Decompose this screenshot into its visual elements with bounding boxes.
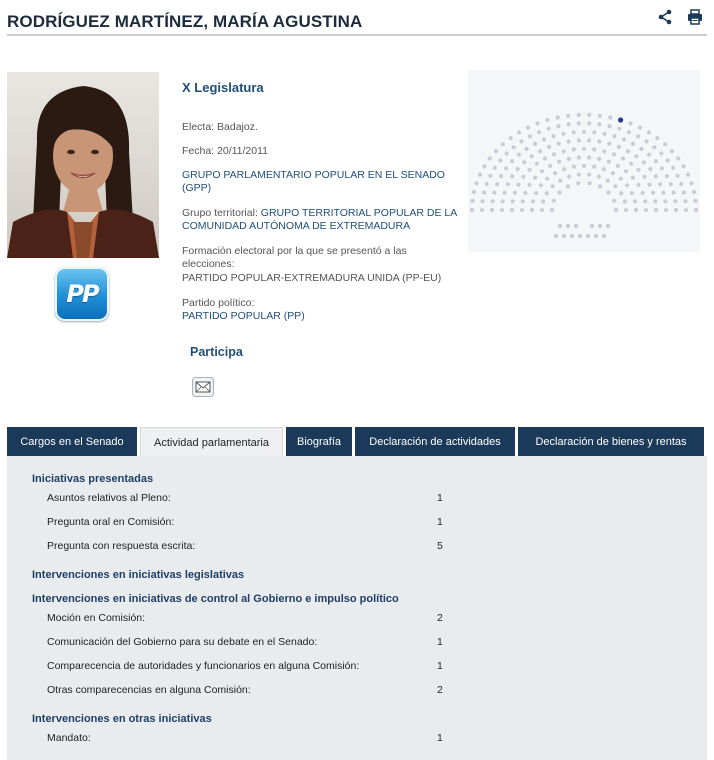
legislature-title: X Legislatura (182, 80, 264, 95)
electa-text: Electa: Badajoz. (182, 121, 258, 133)
seat-dot (627, 130, 631, 134)
seat-dot (525, 147, 529, 151)
tab-actividad[interactable]: Actividad parlamentaria (140, 427, 283, 457)
seat-dot (621, 156, 625, 160)
seat-dot (545, 191, 549, 195)
seat-dot (552, 199, 556, 203)
seat-dot (590, 224, 594, 228)
seat-dot (671, 166, 675, 170)
seat-dot (694, 208, 698, 212)
hemicycle-svg (468, 70, 700, 252)
seat-dot (652, 145, 656, 149)
seat-dot (582, 147, 586, 151)
seat-dot (516, 183, 520, 187)
page-title: RODRÍGUEZ MARTÍNEZ, MARÍA AGUSTINA (7, 12, 363, 31)
seat-dot (608, 124, 612, 128)
seat-dot (626, 149, 630, 153)
seat-dot (537, 130, 541, 134)
grupo-territorial (182, 207, 457, 233)
seat-dot (641, 191, 645, 195)
seat-dot (679, 182, 683, 186)
seat-dot (520, 139, 524, 143)
seat-dot (644, 139, 648, 143)
seat-dot (530, 154, 534, 158)
row-value[interactable]: 2 (437, 684, 443, 696)
section-iniciativas: Iniciativas presentadas (32, 473, 154, 485)
seat-dot (666, 158, 670, 162)
seat-dot (504, 166, 508, 170)
seat-dot (567, 175, 571, 179)
seat-dot (494, 149, 498, 153)
seat-dot (543, 156, 547, 160)
seat-dot (528, 134, 532, 138)
seat-dot (622, 137, 626, 141)
seat-dot (553, 171, 557, 175)
seat-dot (503, 191, 507, 195)
seat-dot (562, 234, 566, 238)
activity-panel (7, 456, 707, 760)
seat-dot (634, 154, 638, 158)
seat-dot (556, 124, 560, 128)
grupo-territorial-label: Grupo territorial: (182, 207, 261, 219)
seat-dot (686, 173, 690, 177)
seat-dot (540, 208, 544, 212)
seat-dot (661, 191, 665, 195)
seat-dot (663, 199, 667, 203)
seat-dot (521, 175, 525, 179)
seat-dot (566, 184, 570, 188)
seat-dot (470, 208, 474, 212)
seat-dot (506, 182, 510, 186)
seat-dot (493, 166, 497, 170)
row-label: Comparecencia de autoridades y funcionarios en alguna Comisión: (47, 660, 360, 672)
seat-dot (674, 208, 678, 212)
seat-dot (597, 139, 601, 143)
page-header (7, 0, 707, 36)
row-label: Comunicación del Gobierno para su debate en el Senado: (47, 636, 318, 648)
seat-dot (592, 130, 596, 134)
seat-dot (472, 190, 476, 194)
participa-title: Participa (190, 345, 243, 359)
seat-dot (495, 182, 499, 186)
seat-dot (488, 156, 492, 160)
seat-dot (470, 199, 474, 203)
seat-dot (551, 184, 555, 188)
seat-dot (653, 199, 657, 203)
seat-dot (512, 145, 516, 149)
seat-dot (602, 167, 606, 171)
formacion-label: Formación electoral por la que se presentó a las elecciones: (182, 245, 407, 270)
seat-dot (598, 114, 602, 118)
seat-dot (619, 177, 623, 181)
seat-dot (478, 173, 482, 177)
seat-dot (682, 190, 686, 194)
mail-icon[interactable] (192, 377, 214, 397)
seat-dot (654, 174, 658, 178)
seat-dot (638, 126, 642, 130)
seat-dot (567, 157, 571, 161)
seat-dot (647, 153, 651, 157)
seat-dot (624, 208, 628, 212)
tab-biografia[interactable]: Biografía (286, 427, 352, 456)
seat-dot (577, 155, 581, 159)
row-label: Moción en Comisión: (47, 612, 146, 624)
seat-dot (582, 130, 586, 134)
seat-dot (570, 234, 574, 238)
seat-dot (531, 199, 535, 203)
seat-dot (558, 179, 562, 183)
seat-dot (492, 191, 496, 195)
seat-dot (576, 181, 580, 185)
seat-dot (643, 175, 647, 179)
seat-dot (499, 174, 503, 178)
seat-dot (642, 160, 646, 164)
seat-dot (557, 160, 561, 164)
seat-dot (597, 122, 601, 126)
seat-dot (530, 208, 534, 212)
seat-dot (556, 115, 560, 119)
seat-dot (606, 179, 610, 183)
seat-dot (516, 167, 520, 171)
row-value[interactable]: 1 (437, 636, 443, 648)
seat-dot (636, 134, 640, 138)
seat-dot (617, 145, 621, 149)
seat-dot (676, 174, 680, 178)
seat-dot (597, 157, 601, 161)
seat-dot (527, 183, 531, 187)
seat-dot (523, 191, 527, 195)
seat-dot (648, 167, 652, 171)
seat-dot (628, 121, 632, 125)
seat-dot (577, 138, 581, 142)
seat-dot (562, 167, 566, 171)
seat-dot (693, 199, 697, 203)
section-intervenciones-control: Intervenciones en iniciativas de control al Gobierno e impulso político (32, 593, 399, 605)
seat-dot (607, 160, 611, 164)
row-label: Pregunta con respuesta escrita: (47, 540, 196, 552)
printer-icon[interactable] (687, 9, 703, 25)
seat-dot (617, 127, 621, 131)
partido-label: Partido político: (182, 297, 255, 309)
seat-dot (522, 160, 526, 164)
seat-dot (557, 190, 561, 194)
seat-dot (629, 162, 633, 166)
seat-dot (634, 208, 638, 212)
seat-dot (539, 183, 543, 187)
seat-dot (676, 156, 680, 160)
seat-dot (608, 115, 612, 119)
section-intervenciones-otras: Intervenciones en otras iniciativas (32, 713, 212, 725)
seat-dot (566, 114, 570, 118)
seat-dot (552, 152, 556, 156)
seat-dot (631, 142, 635, 146)
seat-dot (636, 183, 640, 187)
seat-dot (577, 173, 581, 177)
header-actions (657, 9, 703, 25)
seat-dot (607, 142, 611, 146)
seat-dot (490, 208, 494, 212)
seat-dot (660, 166, 664, 170)
seat-dot (520, 208, 524, 212)
seat-dot (572, 165, 576, 169)
seat-dot (654, 208, 658, 212)
seat-dot (533, 176, 537, 180)
seat-dot (535, 121, 539, 125)
seat-dot (538, 149, 542, 153)
seat-dot (533, 142, 537, 146)
seat-dot (474, 181, 478, 185)
seat-dot (578, 234, 582, 238)
row-value[interactable]: 1 (437, 516, 443, 528)
seat-dot (673, 199, 677, 203)
seat-dot (521, 199, 525, 203)
seat-dot (683, 199, 687, 203)
seat-dot (602, 149, 606, 153)
tab-bar (7, 427, 707, 457)
seat-dot (517, 130, 521, 134)
row-value[interactable]: 2 (437, 612, 443, 624)
senator-photo (7, 72, 159, 258)
section-intervenciones-legislativas: Intervenciones en iniciativas legislativas (32, 569, 245, 581)
seat-dot (547, 145, 551, 149)
row-label: Mandato: (47, 732, 91, 744)
row-value[interactable]: 1 (437, 732, 443, 744)
row-label: Asuntos relativos al Pleno: (47, 492, 171, 504)
seat-dot (612, 134, 616, 138)
seat-dot (577, 113, 581, 117)
seat-dot (612, 199, 616, 203)
seat-dot (567, 122, 571, 126)
seat-dot (647, 183, 651, 187)
seat-dot (541, 199, 545, 203)
seat-dot (592, 165, 596, 169)
seat-dot (597, 175, 601, 179)
seat-dot (535, 162, 539, 166)
seat-dot (482, 164, 486, 168)
seat-dot (485, 182, 489, 186)
seat-dot (586, 234, 590, 238)
seat-dot (602, 234, 606, 238)
seat-dot (689, 181, 693, 185)
seat-dot (684, 208, 688, 212)
seat-dot (545, 177, 549, 181)
seat-dot (513, 191, 517, 195)
seat-dot (517, 153, 521, 157)
seat-dot (558, 224, 562, 228)
hemicycle-seat-map (468, 70, 700, 252)
seat-dot (598, 224, 602, 228)
seat-dot (623, 199, 627, 203)
party-logo-text: PP (66, 280, 98, 308)
seat-dot (625, 183, 629, 187)
seat-dot (548, 164, 552, 168)
seat-dot (557, 142, 561, 146)
seat-dot (587, 113, 591, 117)
seat-dot (542, 137, 546, 141)
seat-dot (692, 190, 696, 194)
seat-dot (647, 130, 651, 134)
seat-dot (554, 234, 558, 238)
seat-dot (606, 190, 610, 194)
seat-dot (613, 184, 617, 188)
seat-dot (587, 173, 591, 177)
fecha-text: Fecha: 20/11/2011 (182, 145, 269, 157)
seat-dot (592, 147, 596, 151)
party-logo (55, 267, 109, 321)
seat-dot (606, 224, 610, 228)
seat-dot (587, 121, 591, 125)
seat-dot (567, 139, 571, 143)
tab-declaracion-bienes[interactable]: Declaración de bienes y rentas (518, 427, 704, 456)
seat-dot (540, 169, 544, 173)
row-label: Otras comparecencias en alguna Comisión: (47, 684, 251, 696)
seat-dot (611, 171, 615, 175)
seat-dot (631, 176, 635, 180)
seat-dot-highlight (618, 117, 623, 122)
seat-dot (602, 132, 606, 136)
seat-dot (582, 164, 586, 168)
seat-dot (598, 184, 602, 188)
seat-dot (572, 147, 576, 151)
seat-dot (587, 138, 591, 142)
seat-dot (639, 147, 643, 151)
row-value[interactable]: 1 (437, 492, 443, 504)
seat-dot (534, 191, 538, 195)
seat-dot (670, 149, 674, 153)
seat-dot (651, 191, 655, 195)
seat-dot (545, 118, 549, 122)
seat-dot (681, 164, 685, 168)
seat-dot (509, 136, 513, 140)
share-icon[interactable] (657, 9, 673, 25)
seat-dot (665, 174, 669, 178)
seat-dot (614, 208, 618, 212)
seat-dot (619, 191, 623, 195)
grupo-parlamentario-link[interactable]: GRUPO PARLAMENTARIO POPULAR EN EL SENADO (GPP) (182, 169, 445, 194)
seat-dot (550, 208, 554, 212)
seat-dot (587, 155, 591, 159)
seat-dot (588, 181, 592, 185)
row-value[interactable]: 5 (437, 540, 443, 552)
seat-dot (636, 168, 640, 172)
seat-dot (644, 208, 648, 212)
seat-dot (491, 199, 495, 203)
seat-dot (630, 191, 634, 195)
seat-dot (482, 190, 486, 194)
seat-dot (526, 126, 530, 130)
row-value[interactable]: 1 (437, 660, 443, 672)
seat-dot (577, 121, 581, 125)
seat-dot (669, 182, 673, 186)
seat-dot (511, 199, 515, 203)
seat-dot (562, 149, 566, 153)
partido-link[interactable]: PARTIDO POPULAR (PP) (182, 310, 305, 322)
seat-dot (572, 130, 576, 134)
formacion-value: PARTIDO POPULAR-EXTREMADURA UNIDA (PP-EU) (182, 272, 442, 284)
seat-dot (528, 168, 532, 172)
seat-dot (547, 127, 551, 131)
tab-declaracion-actividades[interactable]: Declaración de actividades (355, 427, 515, 456)
seat-dot (561, 132, 565, 136)
tab-cargos[interactable]: Cargos en el Senado (7, 427, 137, 456)
seat-dot (510, 174, 514, 178)
seat-dot (510, 159, 514, 163)
seat-dot (505, 151, 509, 155)
seat-dot (501, 142, 505, 146)
seat-dot (672, 191, 676, 195)
grupo-territorial-link[interactable]: GRUPO TERRITORIAL POPULAR DE LA COMUNIDAD AUTÓNOMA DE EXTREMADURA (182, 207, 457, 232)
seat-dot (624, 169, 628, 173)
seat-dot (616, 164, 620, 168)
seat-dot (501, 199, 505, 203)
seat-dot (655, 136, 659, 140)
seat-dot (574, 224, 578, 228)
seat-dot (498, 158, 502, 162)
seat-dot (500, 208, 504, 212)
seat-dot (659, 151, 663, 155)
seat-dot (566, 224, 570, 228)
seat-dot (654, 159, 658, 163)
seat-dot (658, 182, 662, 186)
seat-dot (480, 199, 484, 203)
seat-dot (633, 199, 637, 203)
seat-dot (663, 142, 667, 146)
seat-dot (612, 152, 616, 156)
seat-dot (643, 199, 647, 203)
seat-dot (552, 134, 556, 138)
seat-dot (510, 208, 514, 212)
seat-dot (488, 174, 492, 178)
seat-dot (480, 208, 484, 212)
seat-dot (594, 234, 598, 238)
row-label: Pregunta oral en Comisión: (47, 516, 175, 528)
seat-dot (664, 208, 668, 212)
